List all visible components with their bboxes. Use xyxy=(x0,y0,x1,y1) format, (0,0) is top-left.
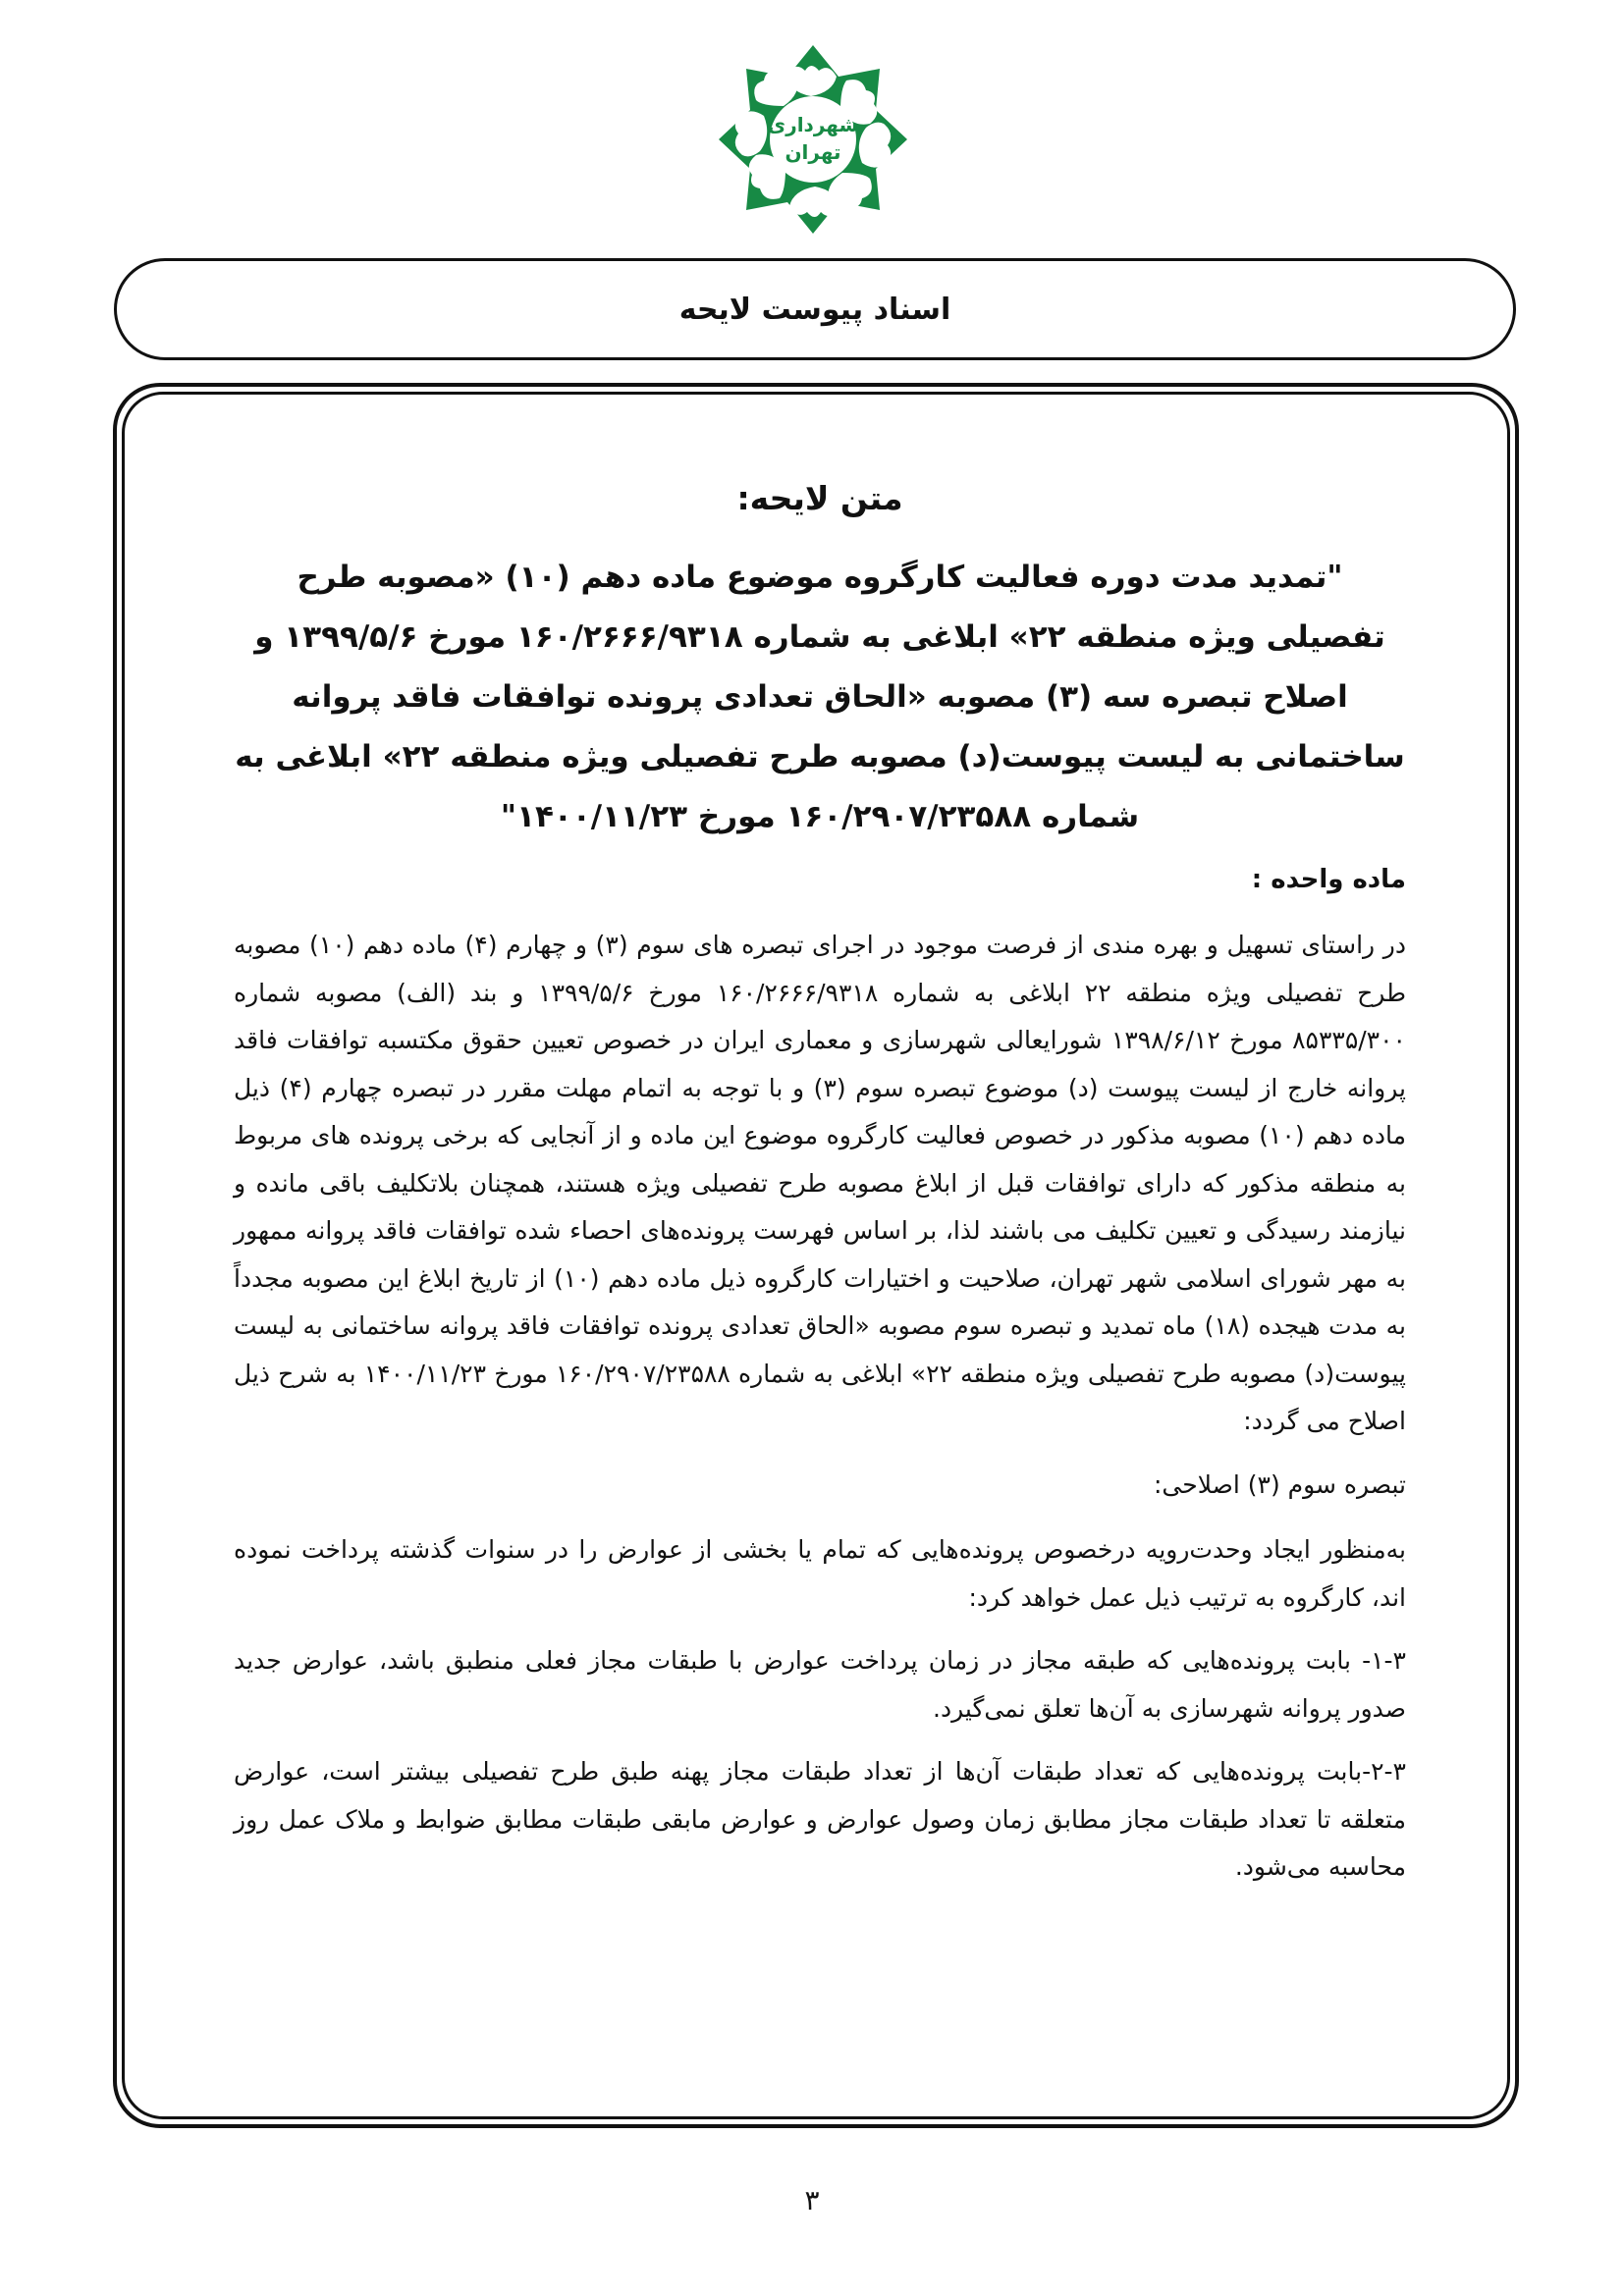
single-article-label: ماده واحده : xyxy=(1251,865,1406,894)
main-paragraph: در راستای تسهیل و بهره مندی از فرصت موجود در اجرای تبصره های سوم (۳) و چهارم (۴) ماده دهم (۱۰) مصوبه طرح تفصیلی ویژه منطقه ۲۲ ابلاغی به شماره ۱۶۰/۲۶۶۶/۹۳۱۸ مورخ ۱۳۹۹/۵/۶ و بند (الف) مصوبه شماره ۸۵۳۳۵/۳۰۰ مورخ ۱۳۹۸/۶/۱۲ شورایعالی شهرسازی و معماری ایران در خصوص تعیین حقوق مکتسبه توافقات فاقد پروانه خارج از لیست پیوست (د) موضوع تبصره سوم (۳) و با توجه به اتمام مهلت مقرر در تبصره چهارم (۴) ذیل ماده دهم (۱۰) مصوبه مذکور در خصوص فعالیت کارگروه موضوع این ماده و از آنجایی که برخی پرونده های مربوط به منطقه مذکور که دارای توافقات قبل از ابلاغ مصوبه طرح تفصیلی ویژه هستند، همچنان بلاتکلیف باقی مانده و نیازمند رسیدگی و تعیین تکلیف می باشند لذا، بر اساس فهرست پرونده‌های احصاء شده توافقات فاقد پروانه ممهور به مهر شورای اسلامی شهر تهران، صلاحیت و اختیارات کارگروه ذیل ماده دهم (۱۰) از تاریخ ابلاغ این مصوبه مجدداً به مدت هیجده (۱۸) ماه تمدید و تبصره سوم مصوبه «الحاق تعدادی پرونده توافقات فاقد پروانه ساختمانی به لیست پیوست(د) مصوبه طرح تفصیلی ویژه منطقه ۲۲» ابلاغی به شماره ۱۶۰/۲۹۰۷/۲۳۵۸۸ مورخ ۱۴۰۰/۱۱/۲۳ به شرح ذیل اصلاح می گردد: xyxy=(234,931,1407,1435)
document-body xyxy=(234,469,1406,1907)
clause-3-2: ۲-۳-بابت پرونده‌هایی که تعداد طبقات آن‌ها از تعداد طبقات مجاز پهنه طبق طرح تفصیلی بیشتر است، عوارض متعلقه تا تعداد طبقات مجاز مطابق زمان وصول عوارض و عوارض مابقی طبقات مطابق ضوابط و ملاک عمل روز محاسبه می‌شود. xyxy=(234,1757,1406,1881)
page-number: ۳ xyxy=(804,2184,820,2216)
svg-text:شهرداری: شهرداری xyxy=(767,113,859,136)
header-box xyxy=(114,258,1516,360)
header-title: اسناد پیوست لایحه xyxy=(678,292,951,327)
document-subject: "تمدید مدت دوره فعالیت کارگروه موضوع ماده دهم (۱۰) «مصوبه طرح تفصیلی ویژه منطقه ۲۲» ابلاغی به شماره ۱۶۰/۲۶۶۶/۹۳۱۸ مورخ ۱۳۹۹/۵/۶ و اصلاح تبصره سه (۳) مصوبه «الحاق تعدادی پرونده توافقات فاقد پروانه ساختمانی به لیست پیوست(د) مصوبه طرح تفصیلی ویژه منطقه ۲۲» ابلاغی به شماره ۱۶۰/۲۹۰۷/۲۳۵۸۸ مورخ ۱۴۰۰/۱۱/۲۳" xyxy=(235,560,1405,834)
document-heading: متن لایحه: xyxy=(736,479,903,517)
note-label: تبصره سوم (۳) اصلاحی: xyxy=(1153,1469,1406,1499)
note-intro-paragraph: به‌منظور ایجاد وحدت‌رویه درخصوص پرونده‌هایی که تمام یا بخشی از عوارض را در سنوات گذشته پرداخت نموده اند، کارگروه به ترتیب ذیل عمل خواهد کرد: xyxy=(234,1535,1406,1612)
clause-3-1: ۱-۳- بابت پرونده‌هایی که طبقه مجاز در زمان پرداخت عوارض با طبقات مجاز فعلی منطبق باشد، عوارض جدید صدور پروانه شهرسازی به آن‌ها تعلق نمی‌گیرد. xyxy=(234,1646,1406,1723)
tehran-municipality-logo-icon xyxy=(717,41,909,238)
svg-text:تهران: تهران xyxy=(785,140,841,164)
